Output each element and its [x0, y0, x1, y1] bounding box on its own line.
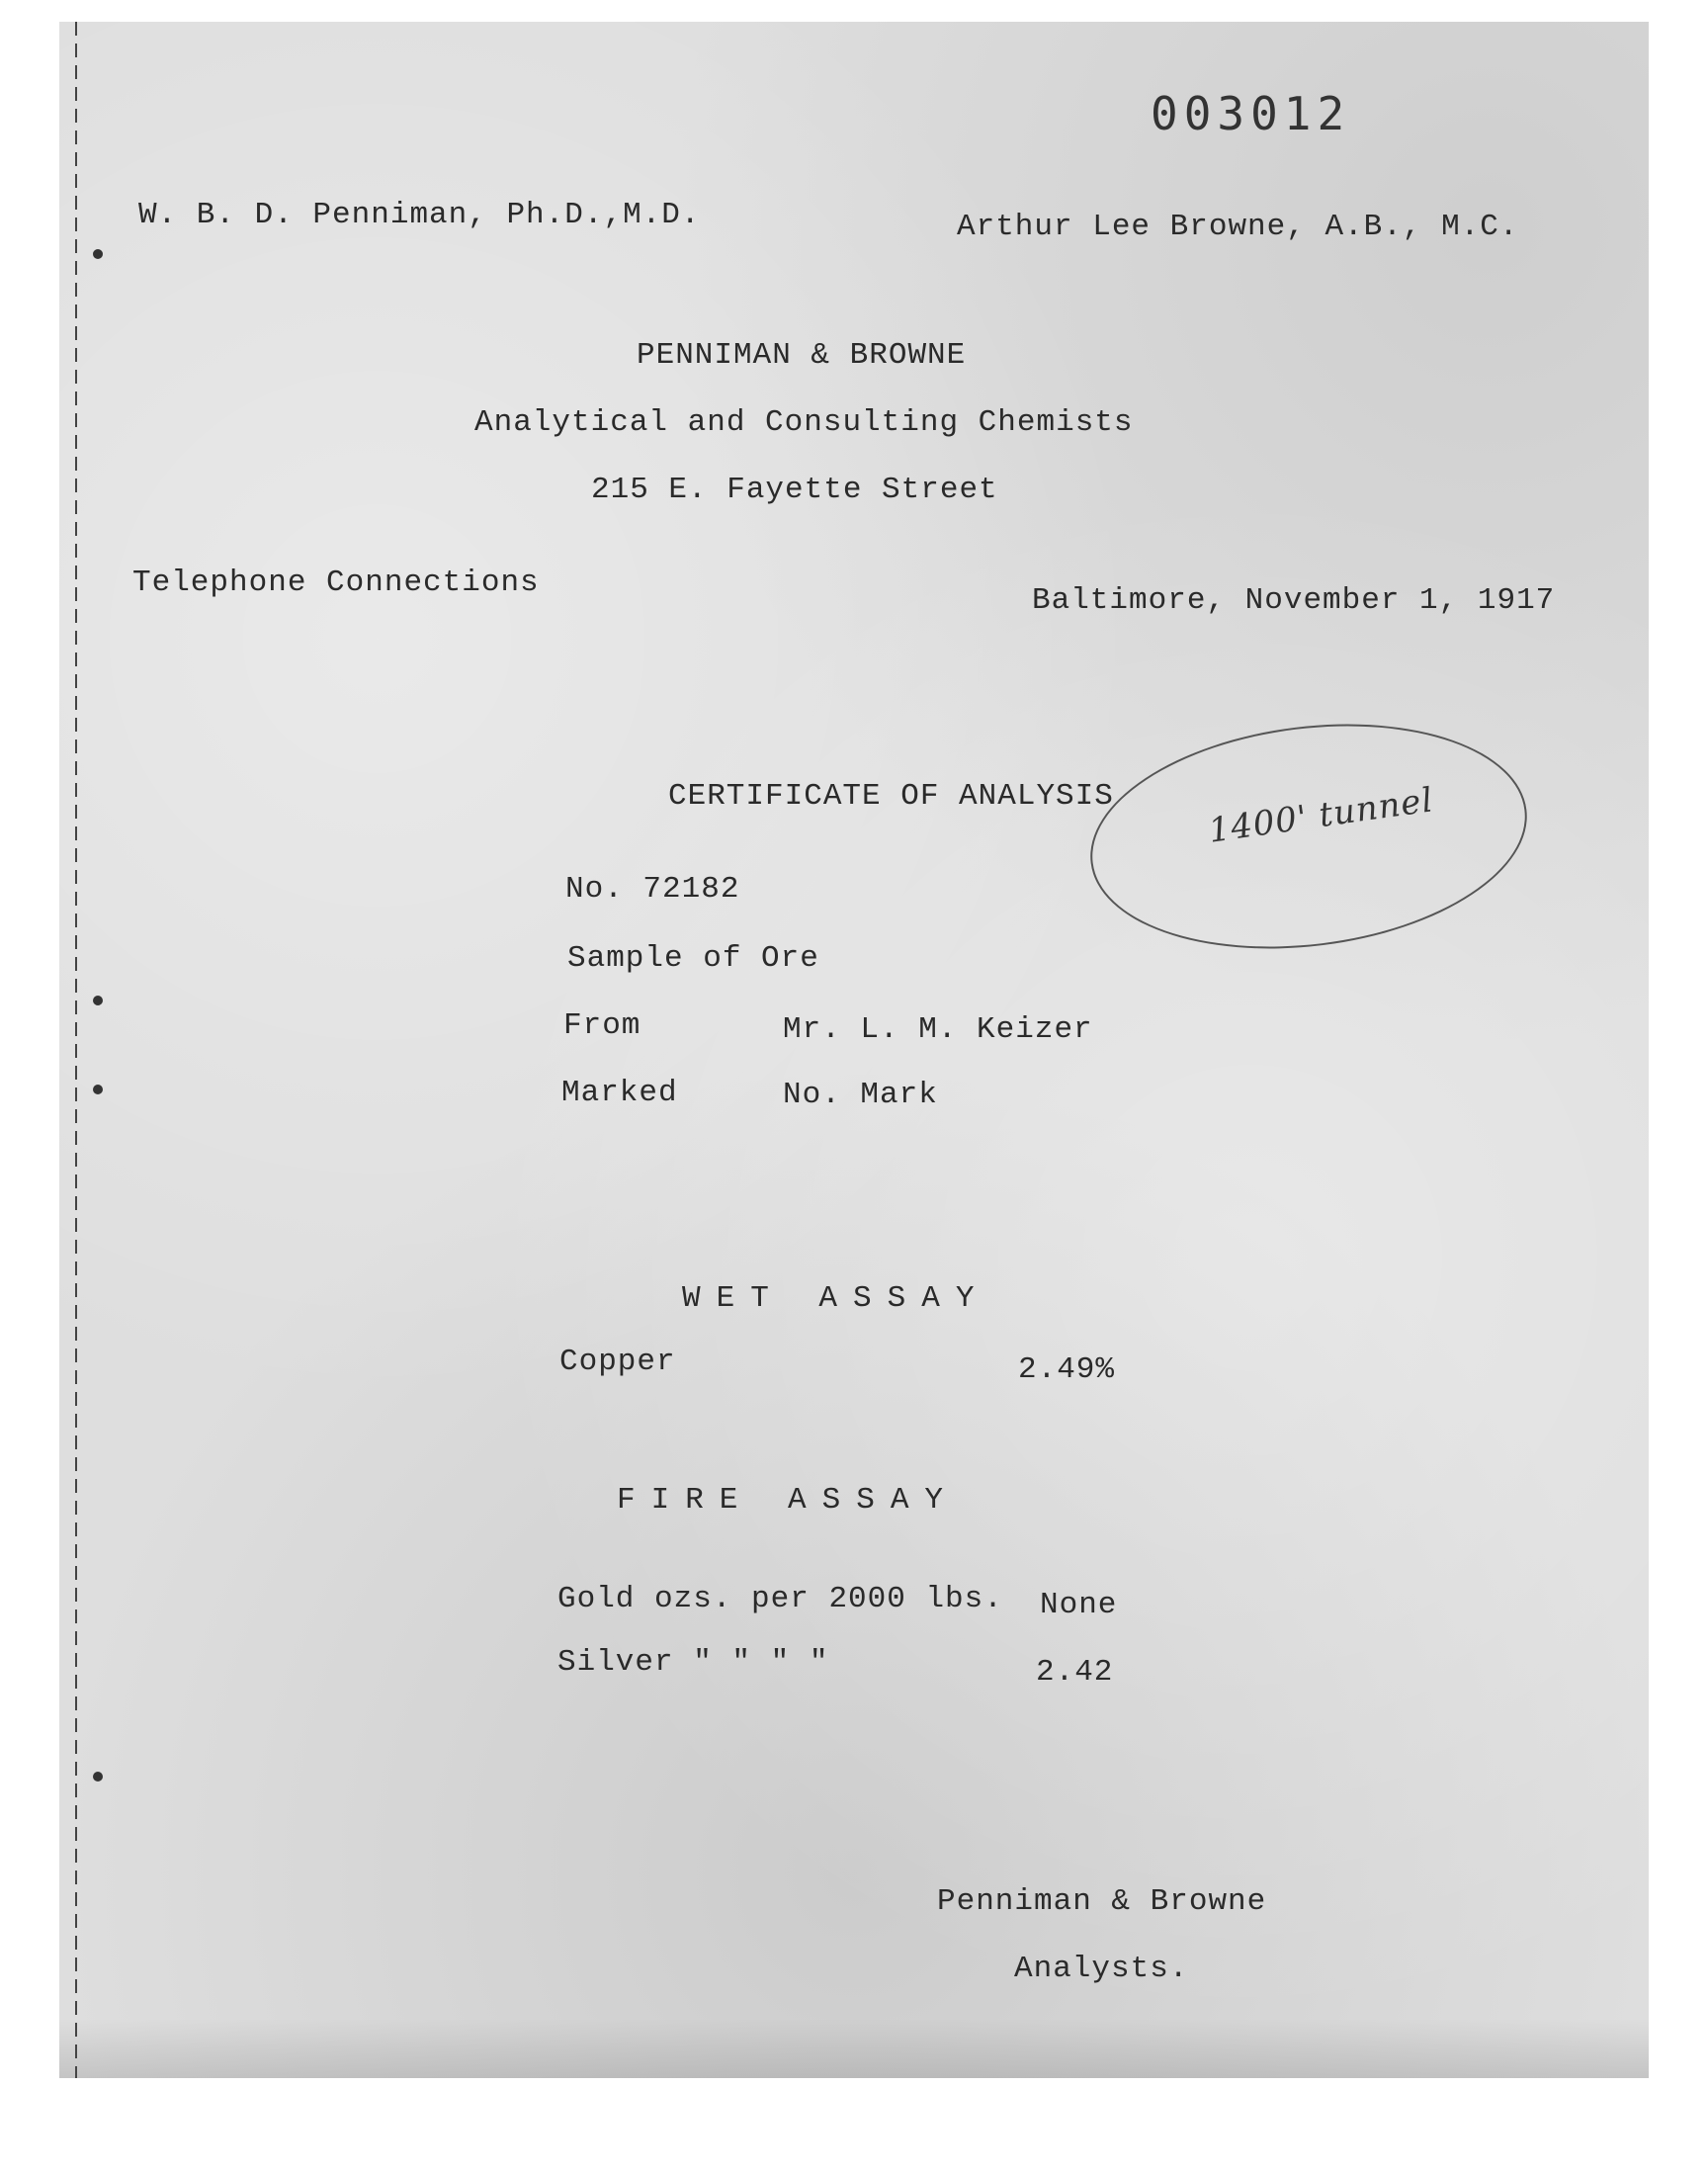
from-label: From [563, 1008, 641, 1043]
punch-hole-mark [93, 1085, 103, 1094]
from-value: Mr. L. M. Keizer [783, 1012, 1093, 1047]
silver-label: Silver " " " " [557, 1645, 829, 1680]
handwritten-note: 1400' tunnel [1206, 780, 1436, 851]
fire-assay-heading: FIRE ASSAY [617, 1483, 960, 1518]
copper-value: 2.49% [1018, 1352, 1116, 1387]
silver-value: 2.42 [1036, 1655, 1114, 1690]
punch-hole-mark [93, 1772, 103, 1782]
gold-label: Gold ozs. per 2000 lbs. [557, 1582, 1003, 1616]
marked-value: No. Mark [783, 1078, 938, 1112]
firm-name: PENNIMAN & BROWNE [637, 338, 967, 373]
date-line: Baltimore, November 1, 1917 [1032, 583, 1556, 618]
header-left-person: W. B. D. Penniman, Ph.D.,M.D. [138, 198, 701, 232]
document-number-stamp: 003012 [1151, 87, 1351, 140]
header-right-person: Arthur Lee Browne, A.B., M.C. [957, 210, 1519, 244]
certificate-number: No. 72182 [565, 872, 740, 907]
gold-value: None [1040, 1588, 1118, 1622]
punch-hole-mark [93, 996, 103, 1005]
firm-description: Analytical and Consulting Chemists [474, 405, 1134, 440]
signature-title: Analysts. [1014, 1952, 1189, 1986]
document-sheet [59, 22, 1649, 2078]
sample-description: Sample of Ore [567, 941, 819, 976]
copper-label: Copper [559, 1345, 676, 1379]
firm-address: 215 E. Fayette Street [591, 473, 998, 507]
punch-hole-mark [93, 249, 103, 259]
marked-label: Marked [561, 1076, 678, 1110]
signature-firm: Penniman & Browne [937, 1884, 1267, 1919]
certificate-title: CERTIFICATE OF ANALYSIS [668, 779, 1114, 814]
telephone-connections: Telephone Connections [132, 566, 540, 600]
wet-assay-heading: WET ASSAY [682, 1281, 990, 1316]
